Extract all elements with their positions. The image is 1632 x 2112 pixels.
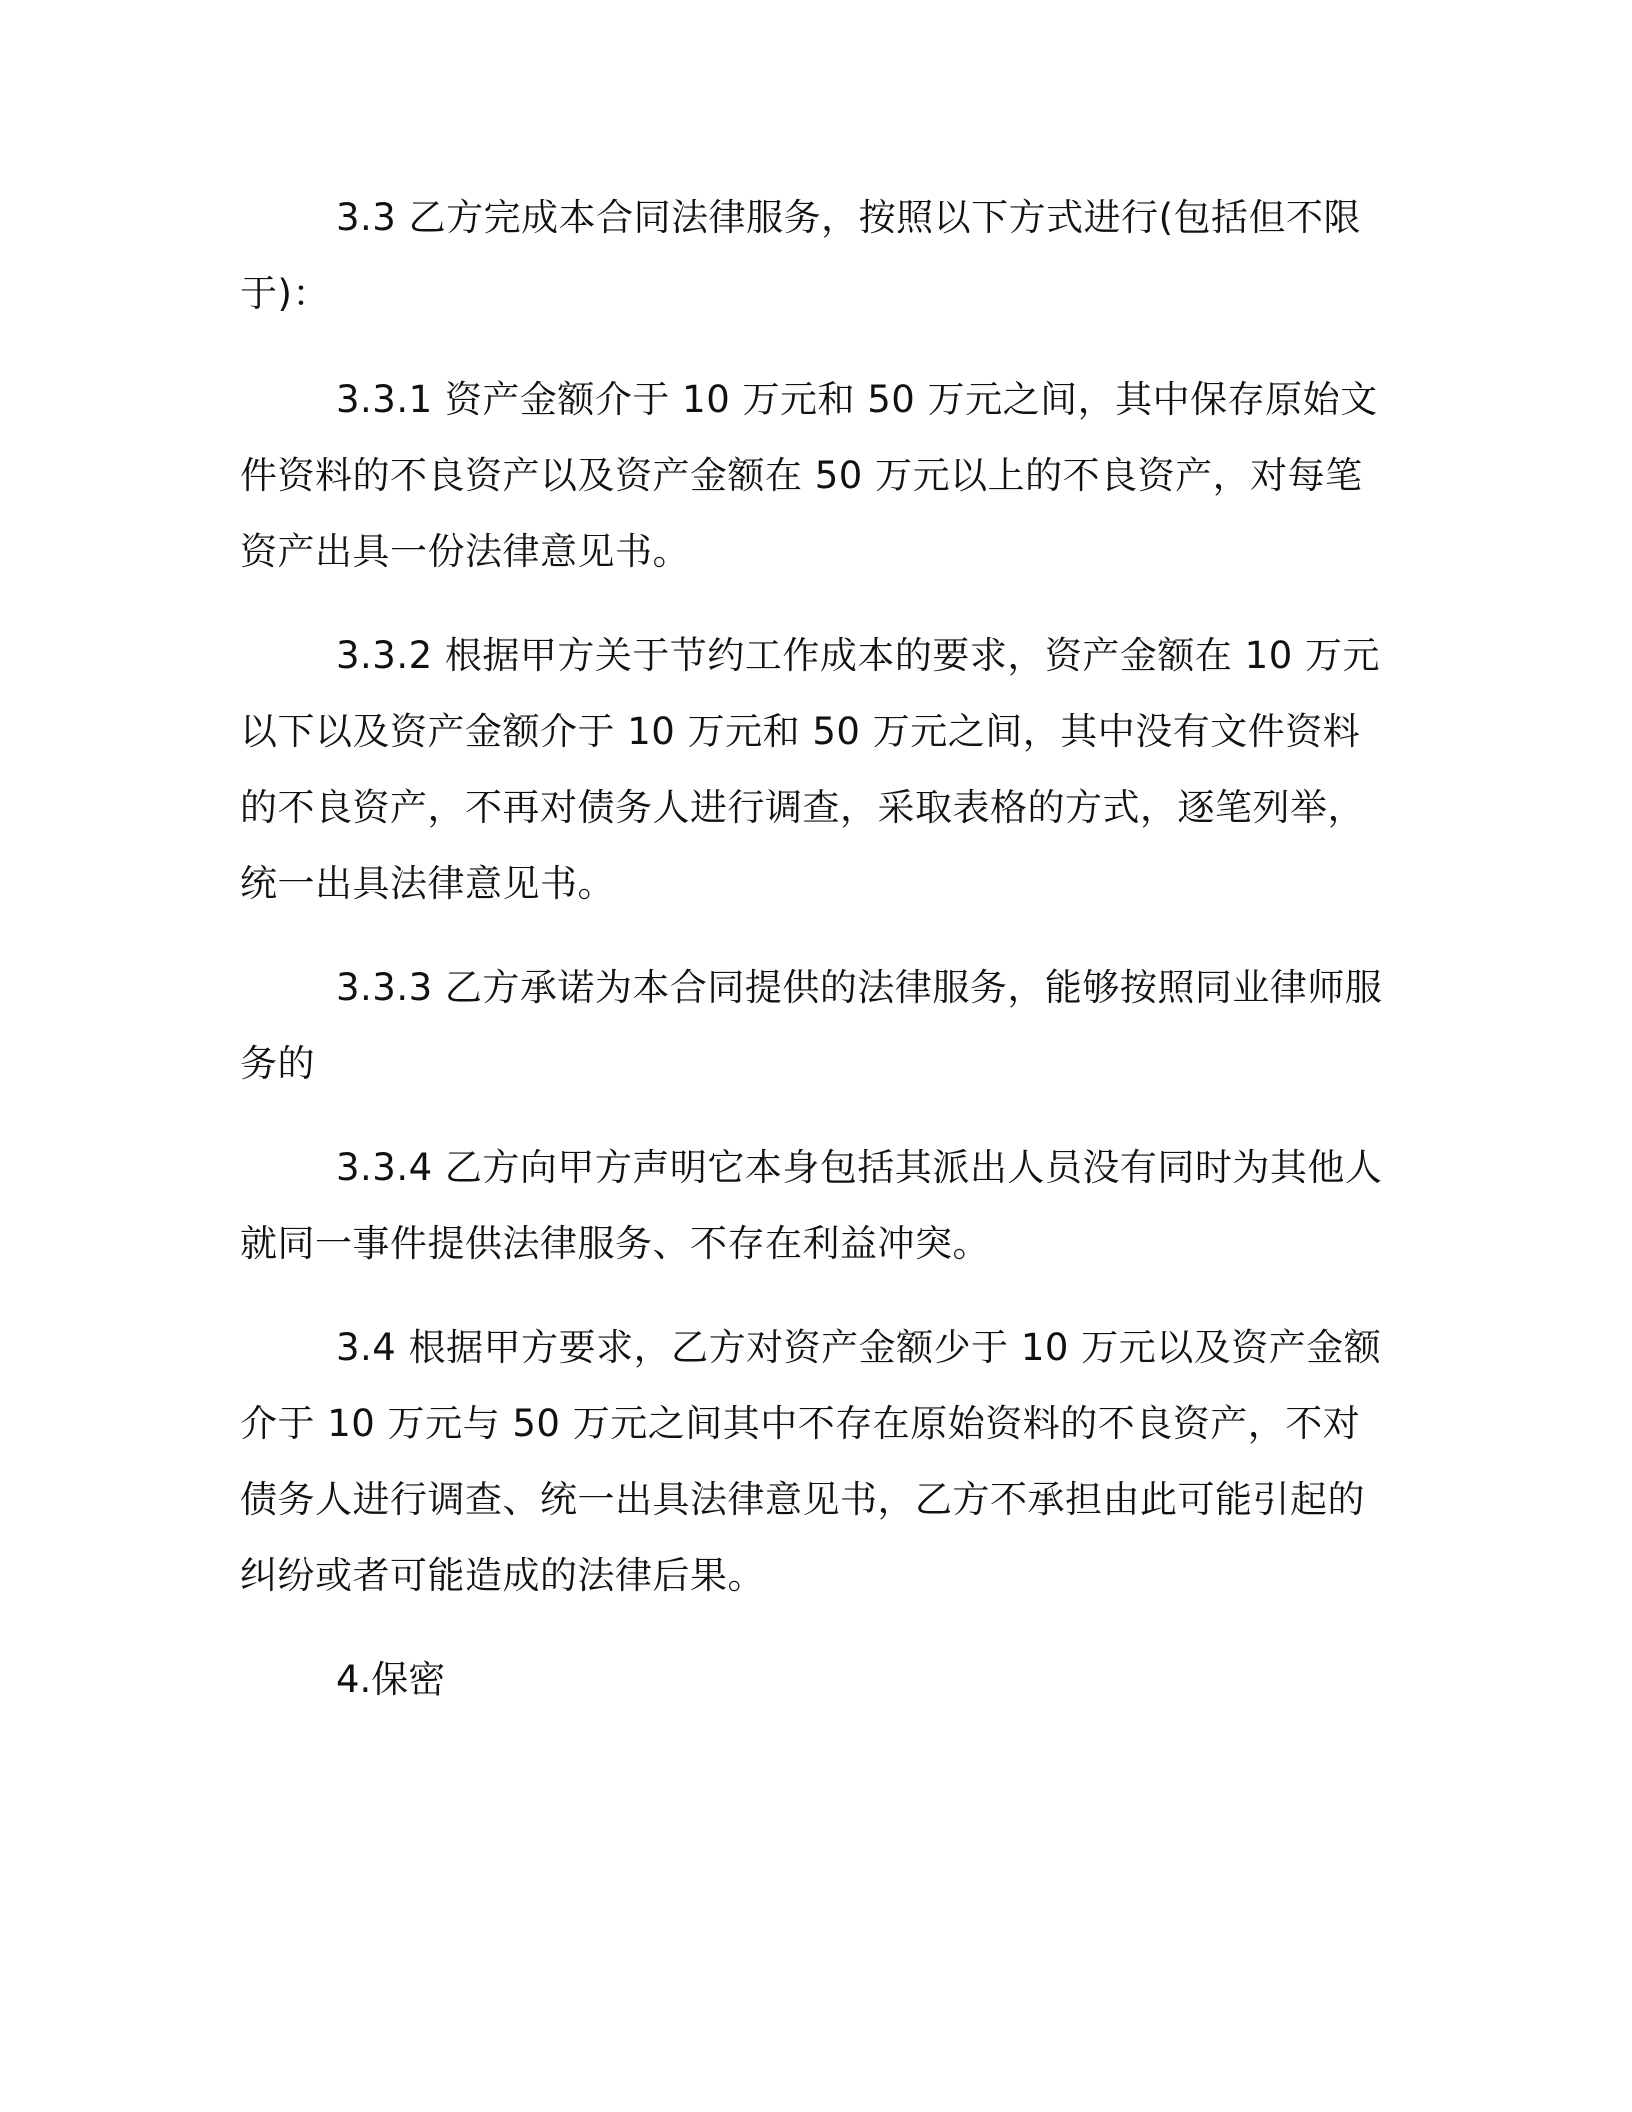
clause-3-3-2: 3.3.2 根据甲方关于节约工作成本的要求，资产金额在 10 万元以下以及资产金额介于 10 万元和 50 万元之间，其中没有文件资料的不良资产，不再对债务人进行调查，采取表格的方式，逐笔列举，统一出具法律意见书。 [240,634,1381,905]
clause-3-3-1: 3.3.1 资产金额介于 10 万元和 50 万元之间，其中保存原始文件资料的不良资产以及资产金额在 50 万元以上的不良资产，对每笔资产出具一份法律意见书。 [240,378,1378,573]
clause-3-3-4: 3.3.4 乙方向甲方声明它本身包括其派出人员没有同时为其他人就同一事件提供法律服务、不存在利益冲突。 [240,1146,1383,1265]
clause-3-3: 3.3 乙方完成本合同法律服务，按照以下方式进行(包括但不限于)： [240,196,1362,315]
clause-3-3-3: 3.3.3 乙方承诺为本合同提供的法律服务，能够按照同业律师服务的 [240,966,1383,1085]
clause-3-4: 3.4 根据甲方要求，乙方对资产金额少于 10 万元以及资产金额介于 10 万元与 50 万元之间其中不存在原始资料的不良资产，不对债务人进行调查、统一出具法律意见书，乙方不承担由此可能引起的纠纷或者可能造成的法律后果。 [240,1326,1382,1597]
section-heading-confidentiality: 4.保密 [336,1658,446,1701]
